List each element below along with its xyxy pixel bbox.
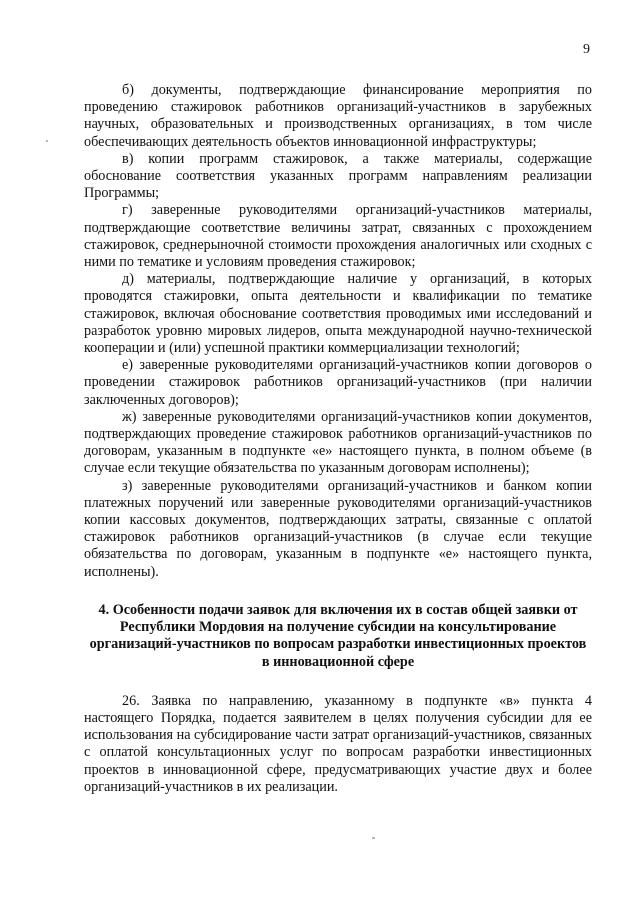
scan-speck — [46, 140, 48, 142]
paragraph-26: 26. Заявка по направлению, указанному в подпункте «в» пункта 4 настоящего Порядка, подается заявителем в целях получения субсидии для ее использования на субсидирование части затрат организаций-участников, связанных с оплатой консультационных услуг по вопросам разработки инвестиционных проектов в инновационной сфере, предусматривающих участие двух и более организаций-участников в их реализации. — [84, 692, 592, 795]
page-number: 9 — [583, 42, 590, 57]
paragraph-d: д) материалы, подтверждающие наличие у организаций, в которых проводятся стажировки, опыта деятельности и квалификации по тематике стажировок, включая обоснование соответствия проводимых ими исследований и разработок уровню мировых лидеров, опыта международной научно-технической кооперации и (или) успешной практики коммерциализации технологий; — [84, 271, 592, 357]
paragraph-v: в) копии программ стажировок, а также материалы, содержащие обоснование соответствия указанных программ направлениям реализации Программы; — [84, 150, 592, 202]
paragraph-zh: ж) заверенные руководителями организаций-участников копии документов, подтверждающих проведение стажировок работников организаций-участников по договорам, указанным в подпункте «е» настоящего пункта, в полном объеме (в случае если текущие обязательства по указанным договорам исполнены); — [84, 408, 592, 477]
paragraph-b: б) документы, подтверждающие финансирование мероприятия по проведению стажировок работников организаций-участников в зарубежных научных, образовательных и производственных организациях, в том числе обеспечивающих деятельность объектов инновационной инфраструктуры; — [84, 82, 592, 150]
paragraph-e: е) заверенные руководителями организаций-участников копии договоров о проведении стажировок работников организаций-участников (при наличии заключенных договоров); — [84, 357, 592, 408]
section-heading: 4. Особенности подачи заявок для включения их в состав общей заявки от Республики Мордовия на получение субсидии на консультирование организаций-участников по вопросам разработки инвестиционных проектов в инновационной сфере — [89, 601, 587, 670]
paragraph-g: г) заверенные руководителями организаций-участников материалы, подтверждающие соответствие величины затрат, связанных с прохождением стажировок, среднерыночной стоимости прохождения аналогичных или сходных с ними по тематике и условиям проведения стажировок; — [84, 202, 592, 271]
paragraph-z: з) заверенные руководителями организаций-участников и банком копии платежных поручений или заверенные руководителями организаций-участников копии кассовых документов, подтверждающих затраты, связанные с оплатой стажировок работников организаций-участников (в случае если текущие обязательства по договорам, указанным в подпункте «е» настоящего пункта, исполнены). — [84, 477, 592, 580]
scan-speck — [372, 837, 375, 839]
document-body — [84, 82, 592, 796]
